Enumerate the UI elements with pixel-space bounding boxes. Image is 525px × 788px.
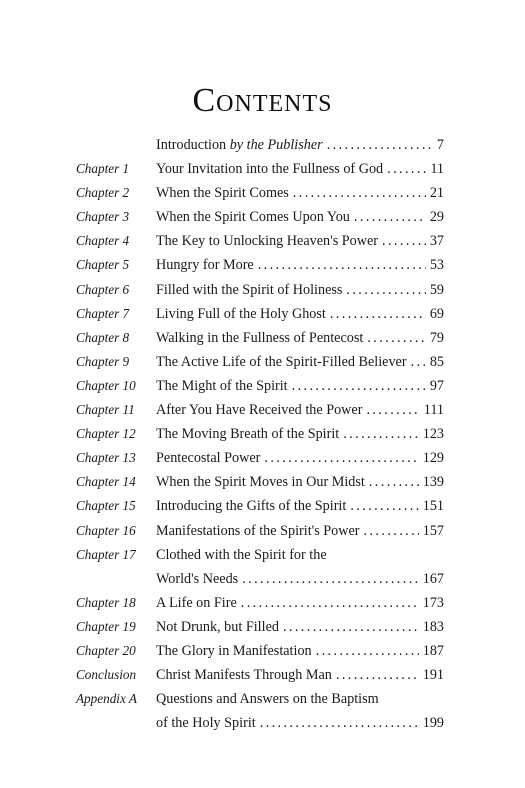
toc-entry-page: 79 [429,329,444,346]
dot-leader [242,570,419,588]
dot-leader [350,497,418,515]
toc-entry-title: The Might of the Spirit [156,377,288,394]
toc-entry-line [156,497,444,515]
dot-leader [316,642,419,660]
toc-entry-label: Chapter 16 [76,522,136,538]
toc-entry-page: 85 [429,353,444,370]
toc-entry-label: Chapter 11 [76,402,135,418]
toc-entry-line [156,136,444,154]
toc-entry-title: Christ Manifests Through Man [156,667,332,684]
toc-entry-title: A Life on Fire [156,594,237,611]
toc-entry-title: Manifestations of the Spirit's Power [156,522,360,539]
toc-entry-title: After You Have Received the Power [156,402,363,419]
toc-entry-page: 157 [422,522,444,539]
toc-entry-line [156,329,444,347]
toc-entry-page: 129 [422,450,444,467]
toc-entry-line [156,570,444,588]
toc-entry-label: Chapter 6 [76,281,130,297]
toc-entry-page: 21 [429,185,444,202]
toc-entry-line [156,425,444,443]
toc-entry-label: Chapter 9 [76,353,130,369]
toc-entry-label: Conclusion [76,667,137,683]
toc-entry-title: When the Spirit Moves in Our Midst [156,474,365,491]
toc-entry-label: Appendix A [76,691,137,707]
toc-entry[interactable] [0,281,525,305]
toc-entry-page: 191 [422,667,444,684]
toc-entry-label: Chapter 15 [76,498,136,514]
toc-entry-label: Chapter 12 [76,426,136,442]
toc-entry-title: Filled with the Spirit of Holiness [156,281,343,298]
toc-entry-page: 69 [429,305,444,322]
dot-leader [327,136,433,154]
dot-leader [330,305,426,323]
toc-entry-page: 53 [429,257,444,274]
toc-entry-title: Living Full of the Holy Ghost [156,305,326,322]
toc-entry-title: Questions and Answers on the Baptism [156,691,379,708]
introduction-byline: by the Publisher [229,137,323,153]
toc-entry-label: Chapter 13 [76,450,136,466]
toc-entry-page: 59 [429,281,444,298]
dot-leader [387,160,426,178]
toc-entry-line [156,256,444,274]
toc-entry-page: 151 [422,498,444,515]
toc-entry-label: Chapter 2 [76,185,130,201]
toc-entry-line [156,594,444,612]
toc-entry-line [156,232,444,250]
toc-entry-line [156,666,444,684]
toc-entry[interactable] [0,401,525,425]
dot-leader [369,473,419,491]
toc-entry-page: 187 [422,642,444,659]
toc-entry[interactable] [0,353,525,377]
toc-entry-title: The Glory in Manifestation [156,642,312,659]
toc-entry-line [156,160,444,178]
toc-entry[interactable] [0,642,525,666]
toc-entry-page: 183 [422,618,444,635]
toc-entry[interactable] [0,666,525,690]
toc-entry[interactable] [0,425,525,449]
toc-entry-title: When the Spirit Comes Upon You [156,209,350,226]
toc-entry-title: of the Holy Spirit [156,715,256,732]
toc-entry[interactable] [0,449,525,473]
dot-leader [366,401,419,419]
toc-entry-line [156,353,444,371]
toc-entry-title: Clothed with the Spirit for the [156,546,327,563]
dot-leader [382,232,426,250]
dot-leader [346,281,425,299]
toc-entry[interactable] [0,594,525,618]
dot-leader [364,522,419,540]
toc-entry-title: Walking in the Fullness of Pentecost [156,329,364,346]
toc-entry[interactable] [0,473,525,497]
toc-entry-title [156,136,323,154]
dot-leader [336,666,419,684]
toc-entry-page: 97 [429,377,444,394]
toc-entry[interactable] [0,256,525,280]
toc-entry-label: Chapter 10 [76,377,136,393]
toc-entry-label: Chapter 8 [76,329,130,345]
toc-entry-label: Chapter 20 [76,642,136,658]
toc-entry-line [156,305,444,323]
dot-leader [283,618,419,636]
toc-entry-label: Chapter 14 [76,474,136,490]
toc-entry-line [156,473,444,491]
toc-entry-line [156,714,444,732]
toc-entry[interactable] [0,329,525,353]
toc-entry-page: 7 [436,137,444,153]
toc-entry-line [156,401,444,419]
toc-entry[interactable] [0,208,525,232]
toc-entry-line [156,449,444,467]
dot-leader [343,425,418,443]
dot-leader [241,594,419,612]
toc-entry[interactable] [0,618,525,642]
dot-leader [354,208,426,226]
toc-entry-line [156,618,444,636]
dot-leader [264,449,418,467]
dot-leader [258,256,426,274]
toc-entry[interactable] [0,522,525,546]
toc-entry-page: 111 [423,402,444,419]
toc-entry-page: 173 [422,594,444,611]
toc-entry-page: 29 [429,209,444,226]
toc-entry-introduction[interactable] [0,136,525,160]
toc-entry-title: Introducing the Gifts of the Spirit [156,498,347,515]
toc-entry-title: Pentecostal Power [156,450,261,467]
toc-entry[interactable] [0,232,525,256]
introduction-title: Introduction [156,137,227,153]
toc-entry[interactable] [0,497,525,521]
toc-entry-label: Chapter 1 [76,161,130,177]
dot-leader [411,353,426,371]
toc-entry[interactable] [0,305,525,329]
toc-entry-page: 139 [422,474,444,491]
toc-entry-title: The Moving Breath of the Spirit [156,426,340,443]
toc-entry-page: 167 [422,570,444,587]
dot-leader [293,184,426,202]
dot-leader [260,714,419,732]
toc-entry[interactable] [0,377,525,401]
toc-entry-page: 199 [422,715,444,732]
toc-entry-title: Not Drunk, but Filled [156,618,279,635]
toc-entry-title: World's Needs [156,570,239,587]
toc-entry-line [156,184,444,202]
page-title: Contents [192,82,333,119]
toc-entry-title: When the Spirit Comes [156,185,289,202]
toc-entry-label: Chapter 5 [76,257,130,273]
toc-entry[interactable] [0,546,525,594]
toc-entry-page: 123 [422,426,444,443]
toc-entry-line [156,208,444,226]
toc-entry-label: Chapter 18 [76,594,136,610]
toc-entry-label: Chapter 17 [76,546,136,562]
dot-leader [367,329,426,347]
dot-leader [292,377,426,395]
toc-entry-label: Chapter 7 [76,305,130,321]
toc-entry-label: Chapter 3 [76,209,130,225]
toc-entry-title: Your Invitation into the Fullness of God [156,161,384,178]
toc-entry-title: The Active Life of the Spirit-Filled Believer [156,353,407,370]
toc-entry-line [156,377,444,395]
toc-entry[interactable] [0,184,525,208]
table-of-contents [0,136,525,738]
toc-entry-page: 11 [430,161,444,178]
toc-entry-title: The Key to Unlocking Heaven's Power [156,233,379,250]
toc-entry-line [156,522,444,540]
toc-entry-label: Chapter 19 [76,618,136,634]
toc-entry-title: Hungry for More [156,257,254,274]
toc-entry-line [156,642,444,660]
toc-entry[interactable] [0,160,525,184]
toc-entry-page: 37 [429,233,444,250]
toc-entry[interactable] [0,690,525,738]
toc-entry-line [156,281,444,299]
toc-entry-label: Chapter 4 [76,233,130,249]
